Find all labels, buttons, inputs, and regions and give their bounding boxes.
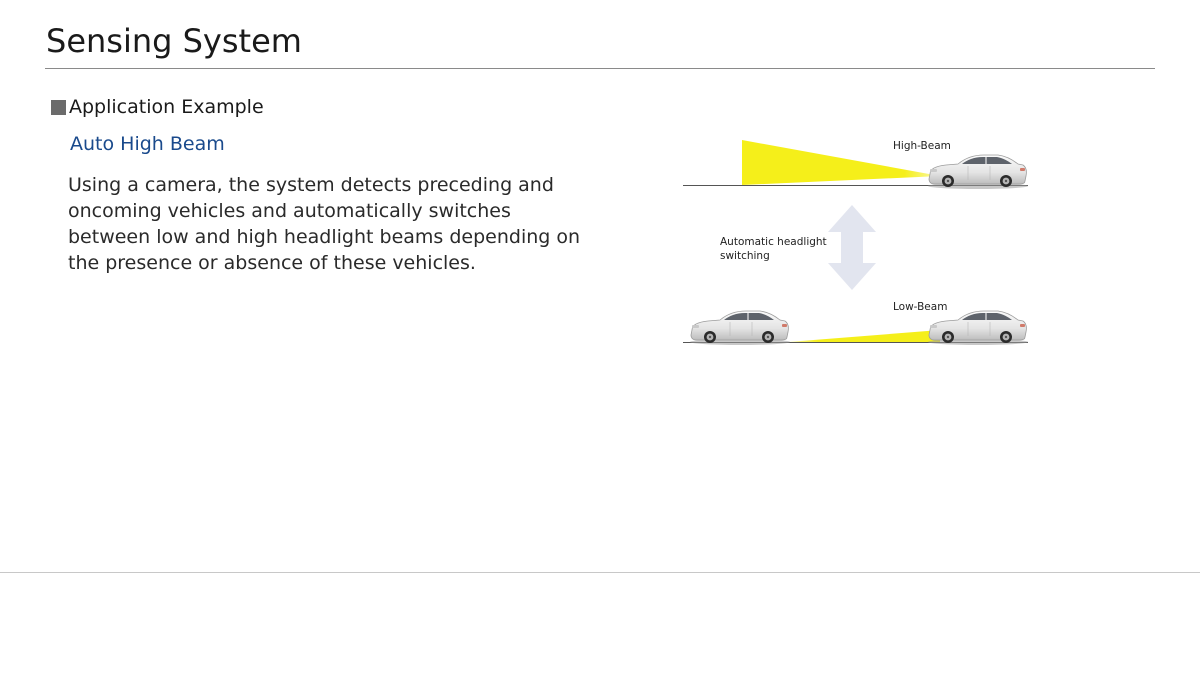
switch-label-line1: Automatic headlight	[720, 236, 827, 248]
low-beam-label: Low-Beam	[893, 301, 948, 313]
high-beam-car	[928, 155, 1028, 189]
switch-arrow-icon	[828, 205, 876, 290]
slide-title: Sensing System	[46, 22, 302, 60]
subheading: Auto High Beam	[70, 133, 225, 155]
section-heading-text: Application Example	[69, 96, 264, 118]
auto-high-beam-diagram	[670, 130, 1050, 350]
body-text: Using a camera, the system detects preceding and oncoming vehicles and automatically switches between low and high headlight beams depending on the presence or absence of these vehicles.	[68, 174, 581, 274]
footer-divider	[0, 572, 1200, 573]
low-beam-light	[788, 330, 940, 342]
high-beam-label: High-Beam	[893, 140, 951, 152]
title-divider	[45, 68, 1155, 69]
square-bullet-icon	[51, 100, 66, 115]
section-heading	[51, 96, 264, 118]
switch-label-line2: switching	[720, 250, 770, 262]
low-beam-car	[928, 311, 1028, 345]
preceding-car	[690, 311, 790, 345]
